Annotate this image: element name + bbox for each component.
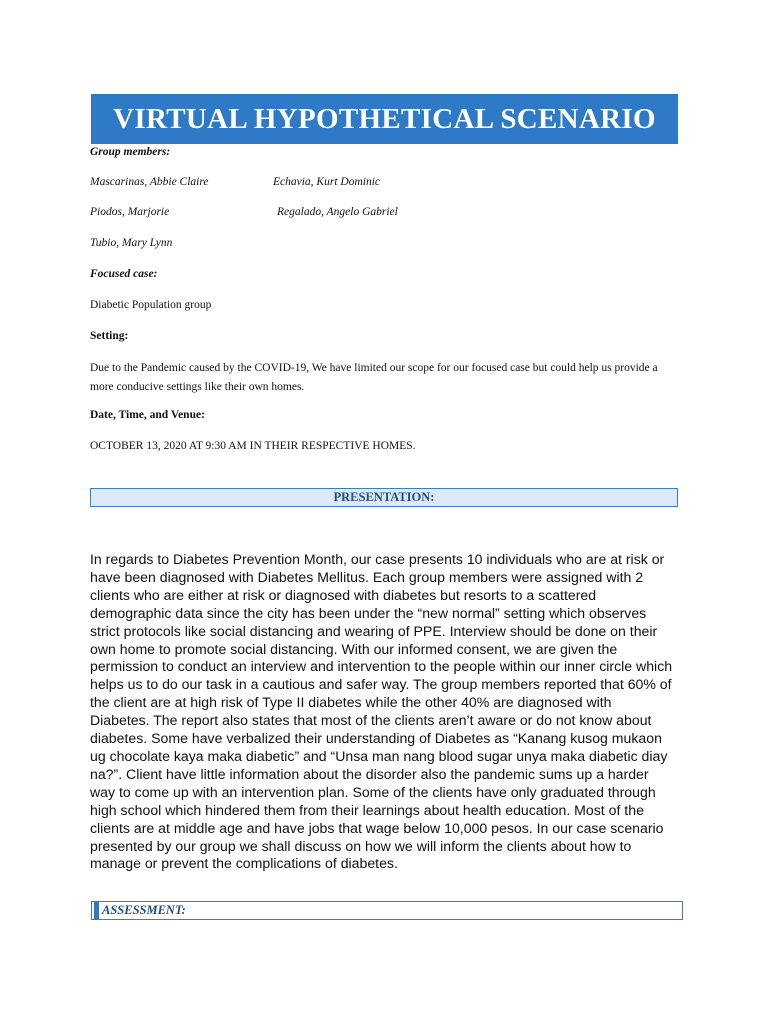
group-members-label: Group members:: [90, 146, 171, 158]
member-name: Piodos, Marjorie: [90, 206, 170, 218]
presentation-heading: PRESENTATION:: [333, 490, 435, 504]
assessment-heading-bar: [91, 901, 683, 920]
member-name: Tubio, Mary Lynn: [90, 237, 173, 249]
member-name: Regalado, Angelo Gabriel: [277, 206, 398, 218]
datetime-label: Date, Time, and Venue:: [90, 409, 205, 421]
document-title: VIRTUAL HYPOTHETICAL SCENARIO: [113, 102, 656, 135]
setting-label: Setting:: [90, 330, 129, 342]
presentation-heading-bar: [90, 488, 678, 507]
datetime-value: OCTOBER 13, 2020 AT 9:30 AM IN THEIR RESPECTIVE HOMES.: [90, 440, 416, 452]
assessment-heading: ASSESSMENT:: [102, 903, 186, 917]
member-name: Echavia, Kurt Dominic: [273, 176, 380, 188]
title-banner: [91, 94, 678, 144]
presentation-text: In regards to Diabetes Prevention Month, our case presents 10 individuals who are at risk or have been diagnosed with Diabetes Mellitus. Each group members were assigned with 2 clients who are either at risk or diagnosed with diabetes but resorts to a scattered demographic data since the city has been under the “new normal” setting which observes strict protocols like social distancing and wearing of PPE. Interview should be done on their own home to promote social distancing. With our informed consent, we are given the permission to conduct an interview and intervention to the people within our inner circle which helps us to do our task in a cautious and safer way. The group members reported that 60% of the client are at high risk of Type II diabetes while the other 40% are diagnosed with Diabetes. The report also states that most of the clients aren’t aware or do not know about diabetes. Some have verbalized their understanding of Diabetes as “Kanang kusog mukaon ug chocolate kaya maka diabetic” and “Unsa man nang blood sugar unya maka diabetic diay na?”. Client have little information about the disorder also the pandemic sums up a harder way to come up with an intervention plan. Some of the clients have only graduated through high school which hindered them from their learnings about health education. Most of the clients are at middle age and have jobs that wage below 10,000 pesos. In our case scenario presented by our group we shall discuss on how we will inform the clients about how to manage or prevent the complications of diabetes.: [90, 551, 673, 872]
heading-marker: [94, 902, 99, 919]
member-name: Mascarinas, Abbie Claire: [90, 176, 209, 188]
focused-case-label: Focused case:: [90, 268, 158, 280]
focused-case-value: Diabetic Population group: [90, 299, 212, 311]
setting-text: Due to the Pandemic caused by the COVID-19, We have limited our scope for our focused case but could help us provide a more conducive settings like their own homes.: [90, 362, 658, 393]
